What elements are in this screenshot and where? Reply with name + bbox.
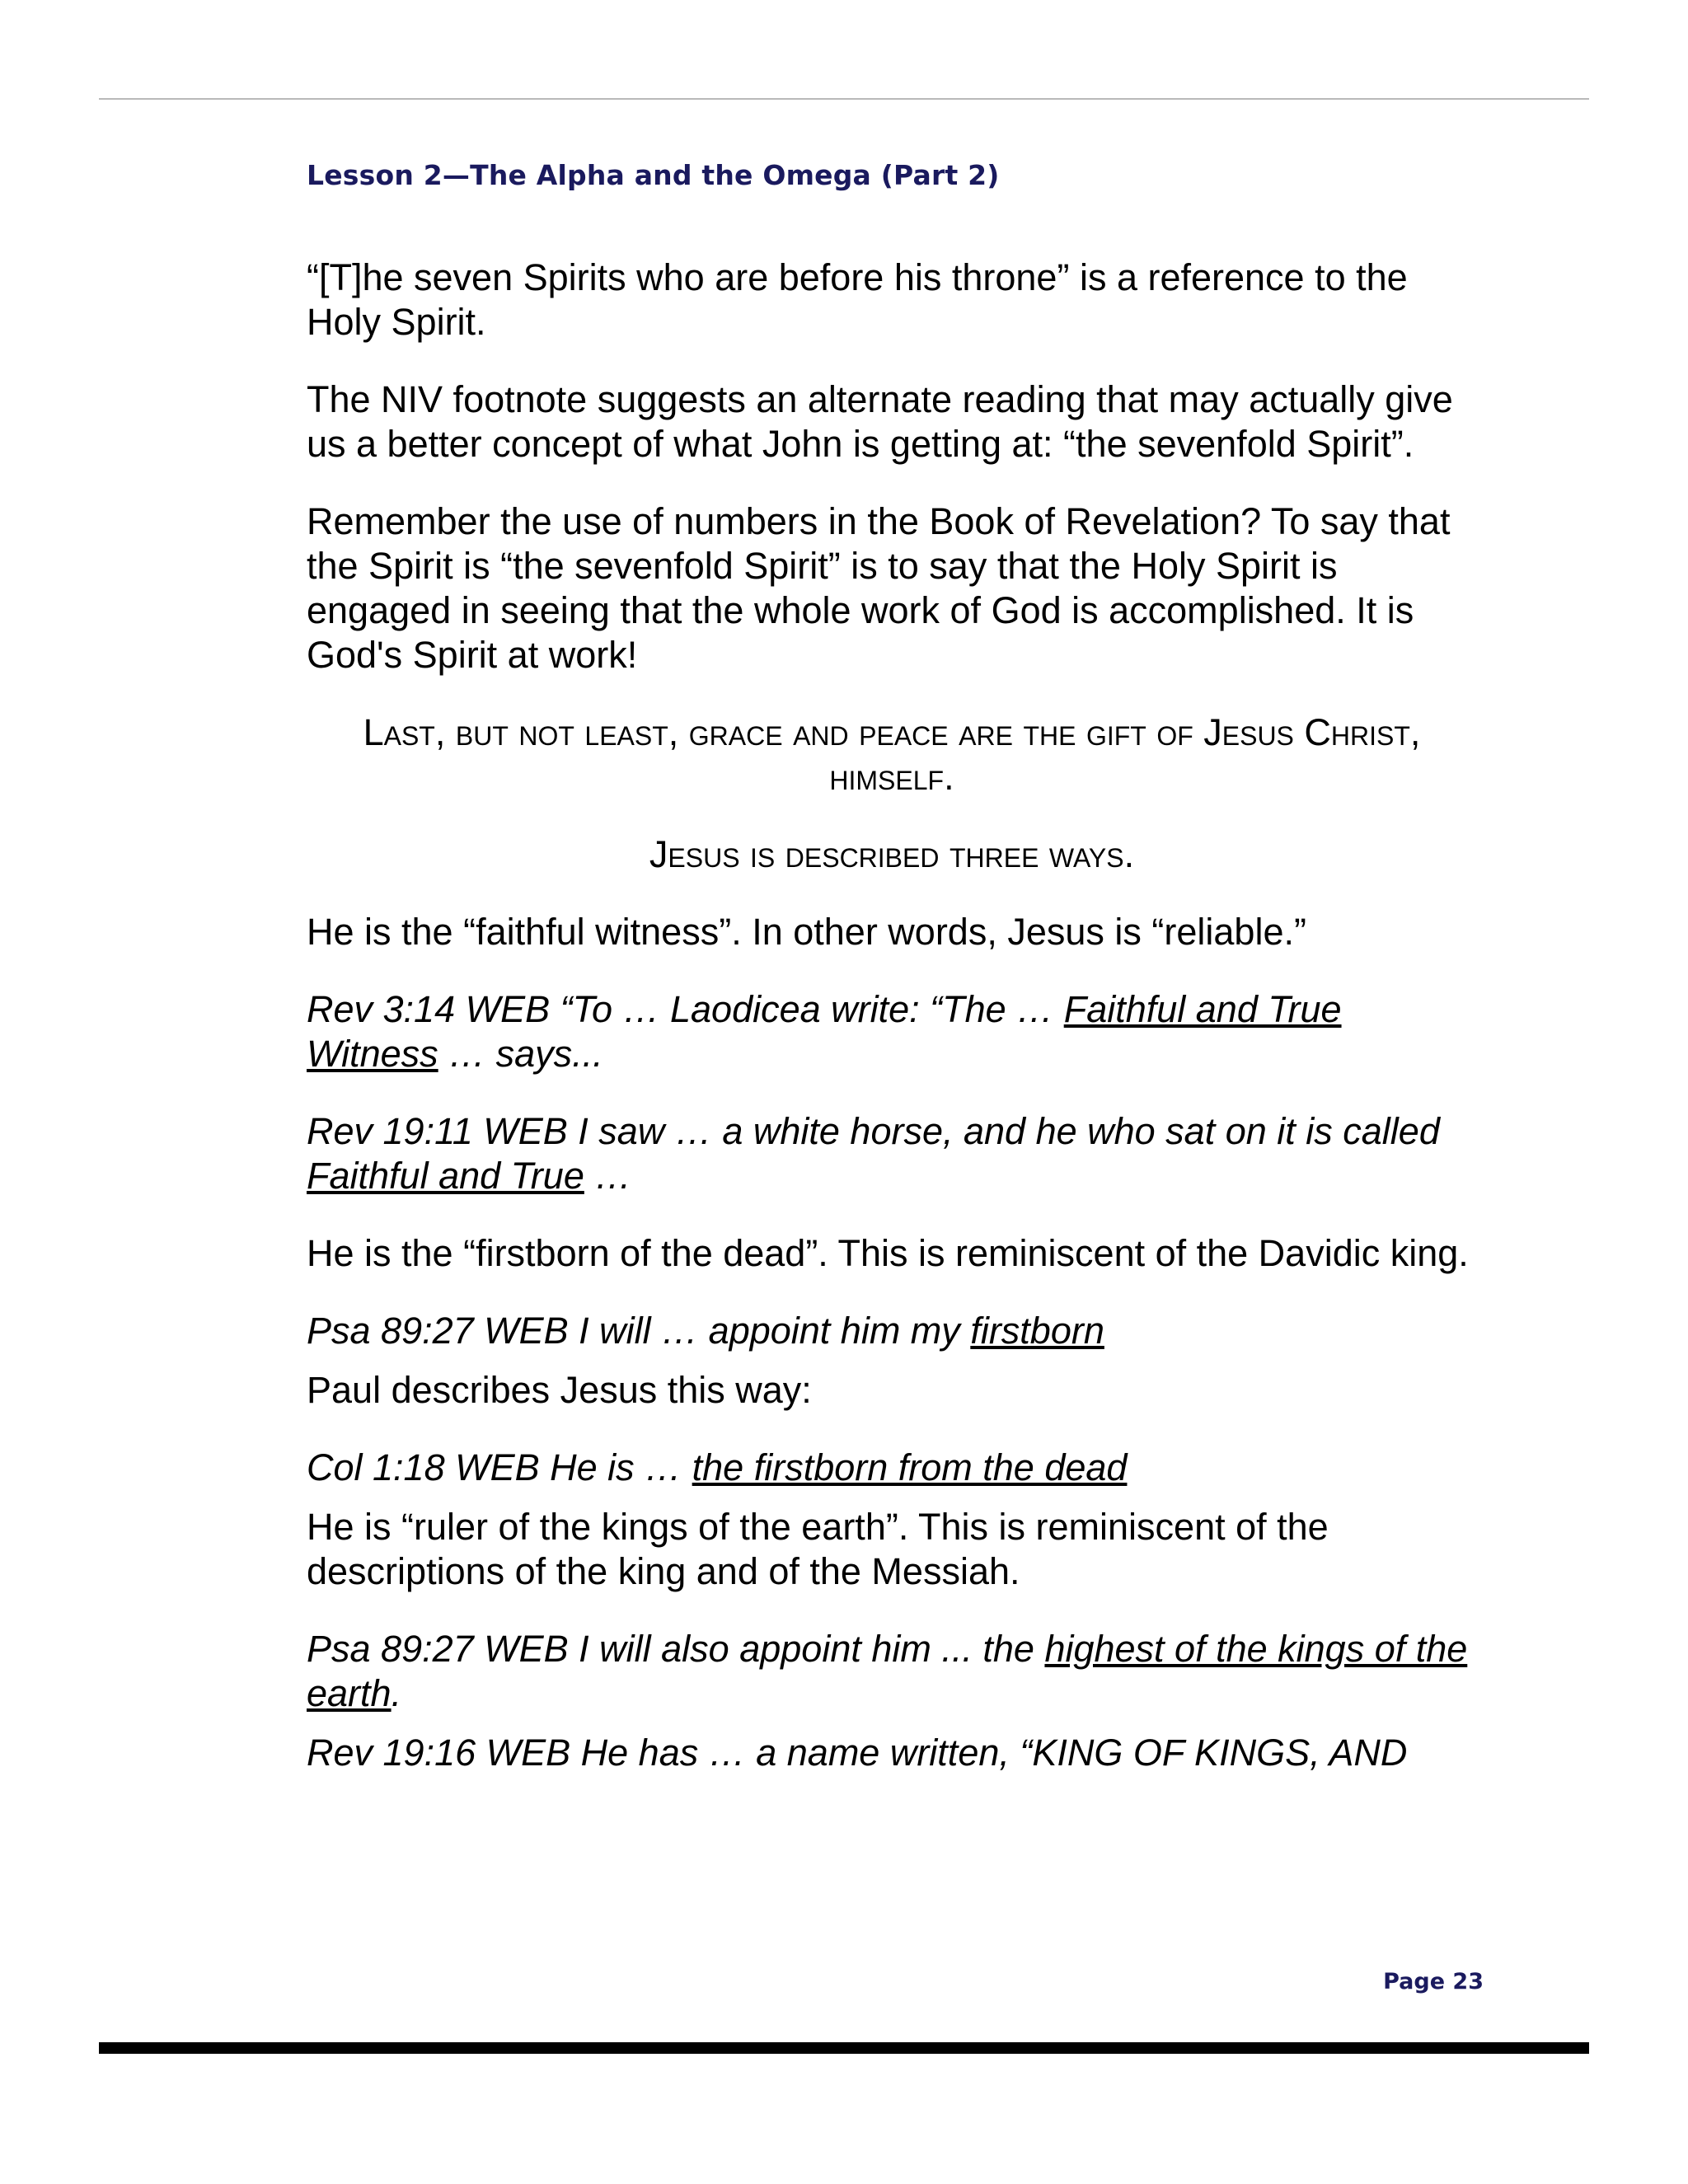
paragraph: “[T]he seven Spirits who are before his throne” is a reference to the Holy Spirit. xyxy=(307,256,1408,343)
section-heading: Jesus is described three ways. xyxy=(649,833,1135,875)
paragraph: Remember the use of numbers in the Book of Revelation? To say that the Spirit is “the sevenfold Spirit” is to say that the Holy Spirit is engaged in seeing that the whole work of God is accomplished. It is God's Spirit at work! xyxy=(307,500,1451,676)
verse-emphasis: firstborn xyxy=(970,1310,1104,1352)
paragraph: He is the “firstborn of the dead”. This is reminiscent of the Davidic king. xyxy=(307,1232,1469,1274)
bottom-rule xyxy=(99,2042,1589,2054)
verse-quote xyxy=(307,1446,1477,1490)
verse-emphasis: Faithful and True xyxy=(307,1155,584,1197)
section-heading: Last, but not least, grace and peace are the gift of Jesus Christ, himself. xyxy=(363,711,1421,798)
verse-emphasis: the firstborn from the dead xyxy=(692,1446,1128,1488)
verse-text: … xyxy=(584,1155,632,1197)
verse-text: Rev 19:11 WEB I saw … a white horse, and he who sat on it is called xyxy=(307,1110,1440,1152)
paragraph: The NIV footnote suggests an alternate reading that may actually give us a better concept of what John is getting at: “the sevenfold Spirit”. xyxy=(307,378,1453,465)
verse-text: … says... xyxy=(438,1033,603,1075)
paragraph: He is the “faithful witness”. In other words, Jesus is “reliable.” xyxy=(307,911,1306,953)
verse-quote xyxy=(307,1309,1477,1353)
lesson-header: Lesson 2—The Alpha and the Omega (Part 2) xyxy=(307,159,1000,191)
verse-text: Rev 3:14 WEB “To … Laodicea write: “The … xyxy=(307,988,1064,1030)
page-content xyxy=(307,255,1477,1775)
verse-text: Psa 89:27 WEB I will … appoint him my xyxy=(307,1310,971,1352)
verse-text: Psa 89:27 WEB I will also appoint him ... the xyxy=(307,1628,1045,1670)
verse-quote xyxy=(307,987,1477,1076)
page-number: Page 23 xyxy=(1383,1969,1484,1994)
paragraph: He is “ruler of the kings of the earth”. This is reminiscent of the descriptions of the king and of the Messiah. xyxy=(307,1506,1329,1592)
paragraph: Paul describes Jesus this way: xyxy=(307,1369,812,1411)
verse-quote xyxy=(307,1627,1477,1716)
top-rule xyxy=(99,98,1589,100)
verse-text: . xyxy=(391,1672,402,1714)
verse-emphasis: Faithful and True Witness xyxy=(307,988,1342,1075)
verse-quote xyxy=(307,1109,1477,1198)
verse-emphasis: highest of the kings of the earth xyxy=(307,1628,1468,1714)
verse-text: Col 1:18 WEB He is … xyxy=(307,1446,692,1488)
verse-quote: Rev 19:16 WEB He has … a name written, “KING OF KINGS, AND xyxy=(307,1732,1408,1774)
